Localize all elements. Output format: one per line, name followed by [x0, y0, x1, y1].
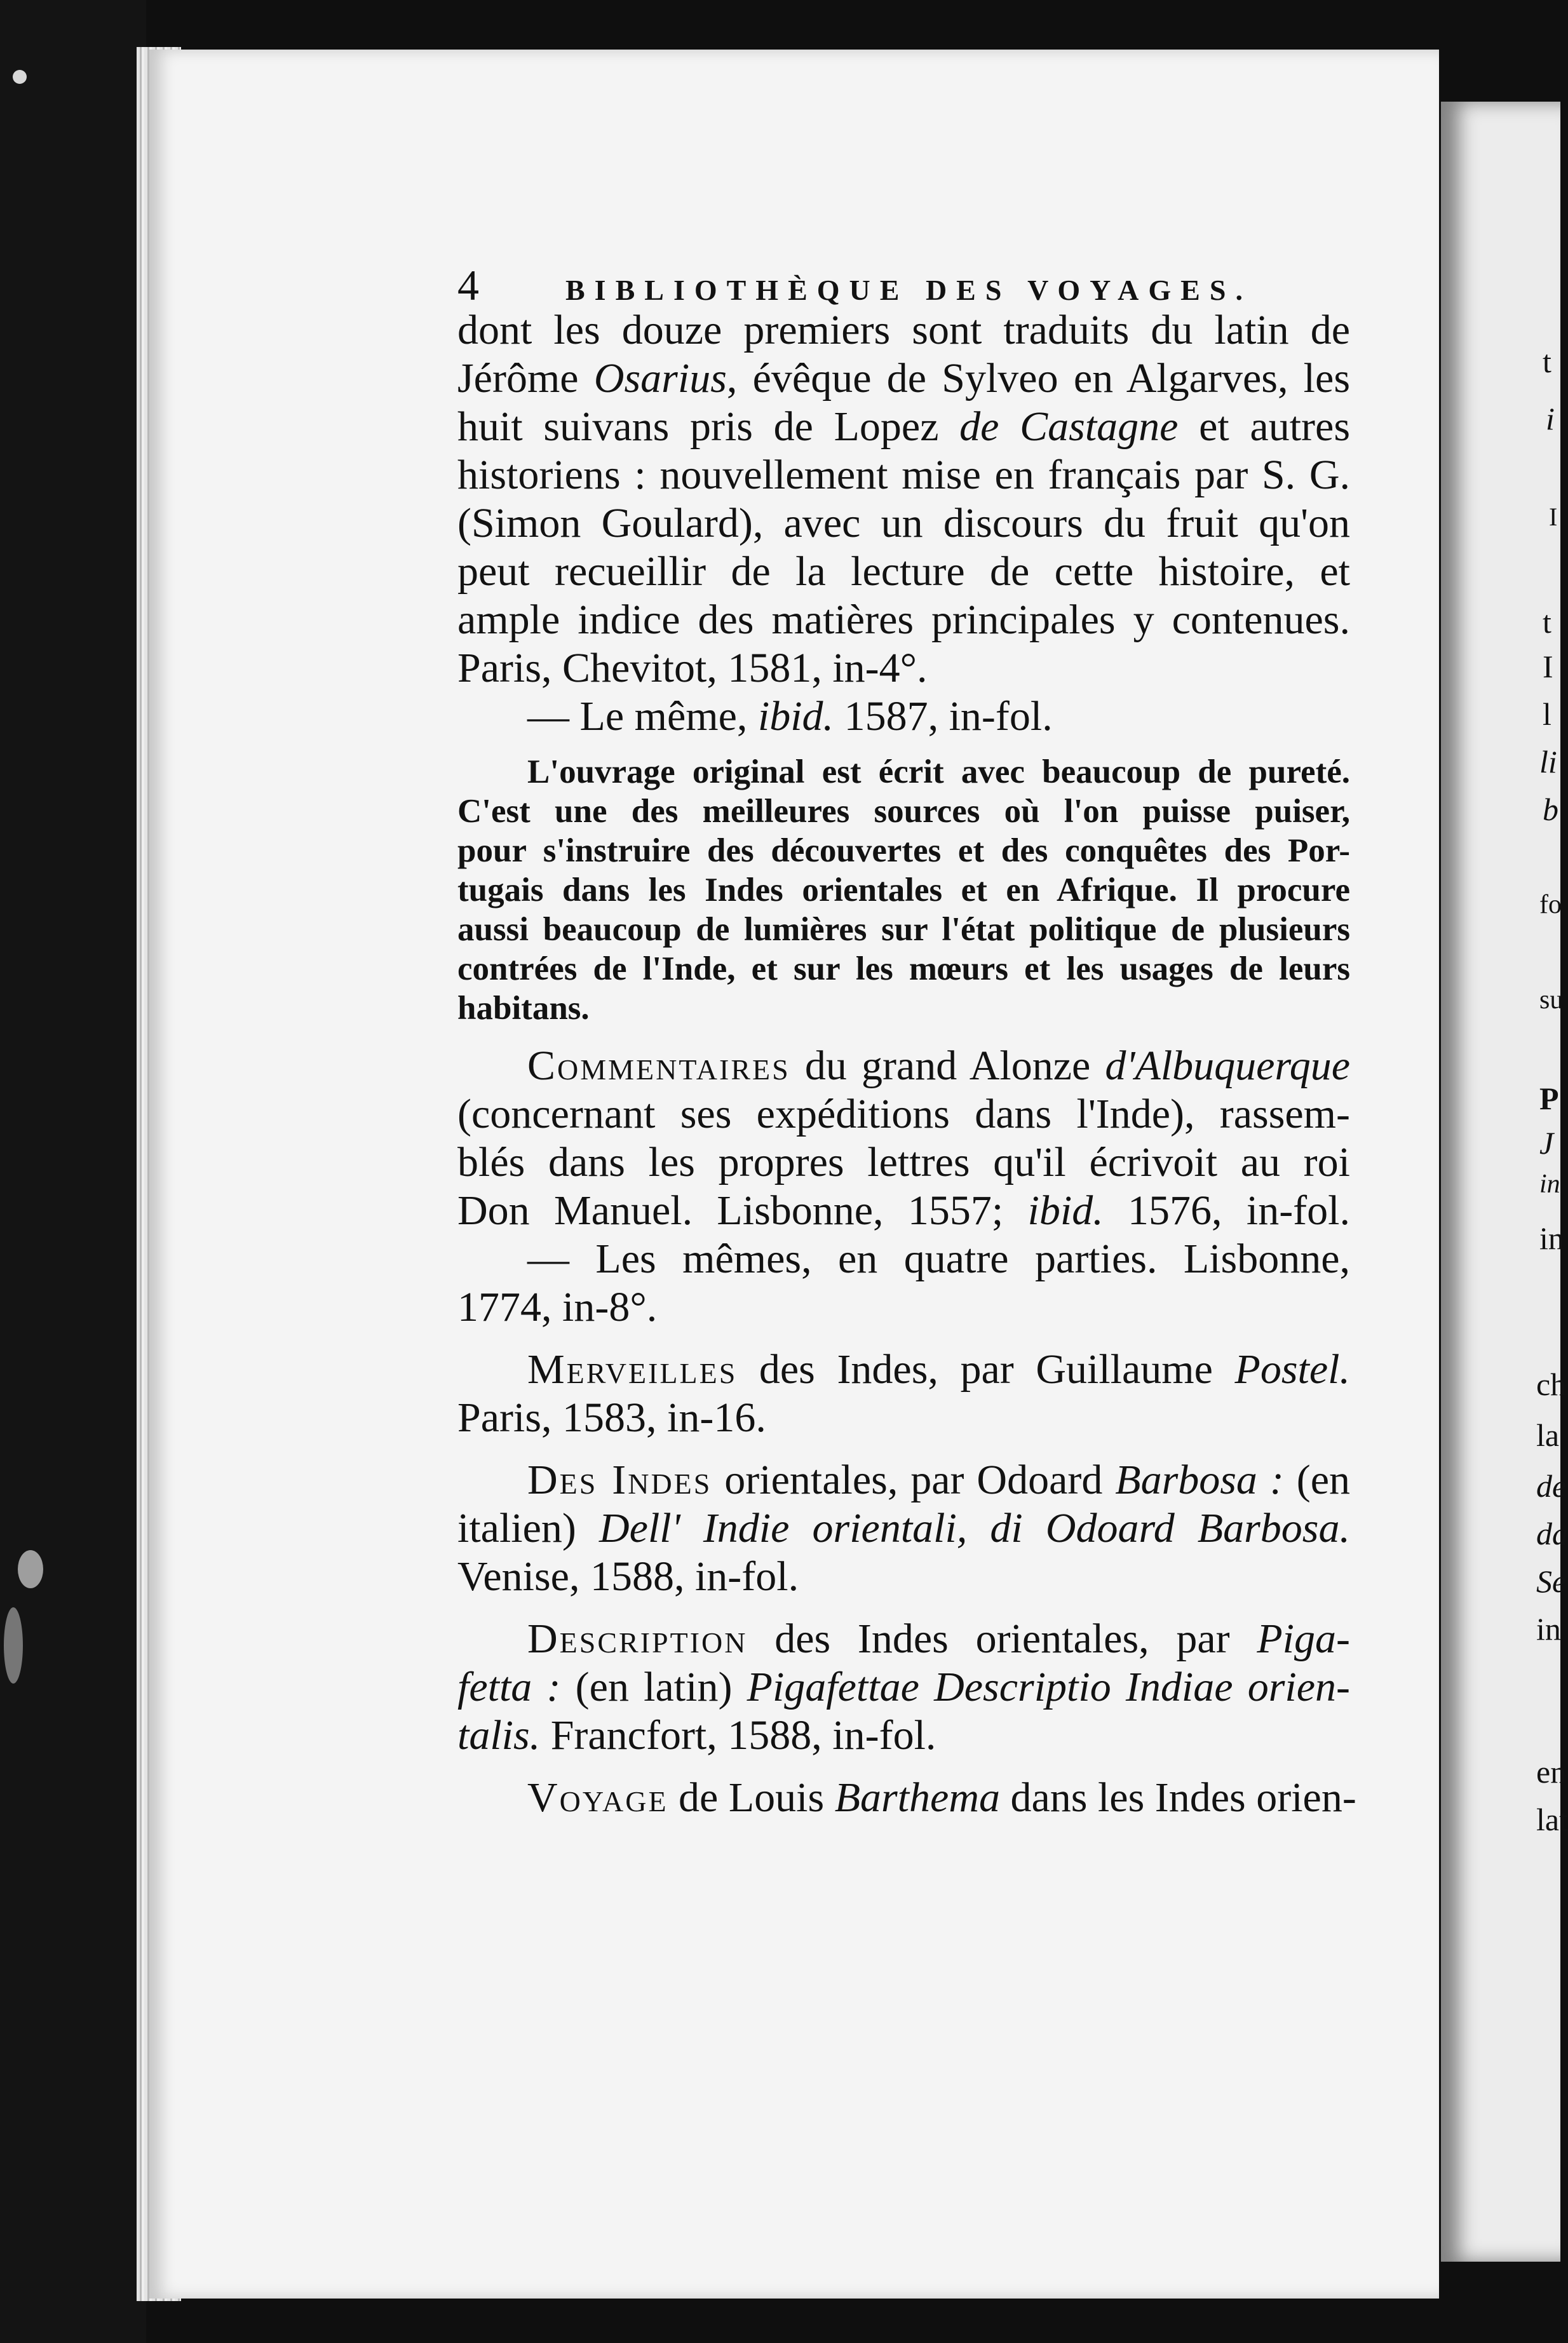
facing-page-fragment: li [1539, 744, 1557, 780]
note-line: habitans. [457, 990, 590, 1027]
facing-page-fragment: t [1543, 344, 1551, 379]
facing-page-fragment: I [1549, 503, 1558, 531]
facing-page-fragment: lat [1536, 1802, 1568, 1837]
text-line: dont les douze premiers sont traduits du latin de [457, 307, 1350, 353]
note-line: pour s'instruire des découvertes et des conquêtes des Por- [457, 832, 1350, 869]
text-line: blés dans les propres lettres qu'il écrivoit au roi [457, 1139, 1350, 1185]
continuation-paragraph [457, 306, 1350, 741]
facing-page [1441, 102, 1568, 2262]
scan-speck [18, 1550, 43, 1588]
text-line: Jérôme Osarius, évêque de Sylveo en Algarves, les [457, 355, 1351, 402]
facing-page-fragment: l [1543, 696, 1551, 732]
facing-page-fragment: su [1539, 985, 1564, 1015]
page-text [457, 260, 1356, 1822]
text-line: fetta : (en latin) Pigafettae Descriptio Indiae orien- [457, 1664, 1350, 1710]
scan-speck [4, 1607, 23, 1684]
text-line: ample indice des matières principales y contenues. [457, 597, 1350, 643]
page-number: 4 [457, 261, 479, 309]
text-line: Paris, Chevitot, 1581, in-4°. [457, 645, 928, 691]
text-line: — Les mêmes, en quatre parties. Lisbonne, [527, 1236, 1350, 1282]
running-head: BIBLIOTHÈQUE DES VOYAGES. [565, 274, 1252, 306]
entry-merveilles [457, 1346, 1350, 1442]
entry-voyage [457, 1774, 1356, 1822]
text-line: — Le même, ibid. 1587, in-fol. [527, 693, 1053, 739]
facing-page-fragment: da [1536, 1516, 1568, 1551]
scan-background-left [0, 0, 146, 2343]
note-line: L'ouvrage original est écrit avec beaucoup de pureté. [527, 753, 1350, 790]
facing-page-fragment: de [1536, 1468, 1567, 1504]
text-line: historiens : nouvellement mise en français par S. G. [457, 452, 1350, 498]
entry-commentaires [457, 1042, 1350, 1332]
facing-page-fragment: i [1546, 401, 1555, 436]
facing-page-fragment: J [1539, 1125, 1554, 1161]
text-line: Paris, 1583, in-16. [457, 1394, 766, 1441]
facing-page-fragment: Se [1536, 1563, 1567, 1599]
commentary-note [457, 752, 1350, 1028]
entry-description [457, 1615, 1350, 1760]
text-line: (concernant ses expéditions dans l'Inde), rassem- [457, 1091, 1350, 1137]
scan-speck [13, 70, 27, 84]
note-line: contrées de l'Inde, et sur les mœurs et les usages de leurs [457, 950, 1350, 987]
text-line: Merveilles des Indes, par Guillaume Postel. [527, 1346, 1350, 1393]
text-line: 1774, in-8°. [457, 1284, 658, 1330]
facing-page-fragment: t [1543, 604, 1551, 640]
note-line: aussi beaucoup de lumières sur l'état politique de plusieurs [457, 911, 1350, 948]
text-line: talis. Francfort, 1588, in-fol. [457, 1712, 936, 1759]
text-line: peut recueillir de la lecture de cette histoire, et [457, 548, 1350, 595]
entry-indes [457, 1456, 1350, 1601]
text-line: Don Manuel. Lisbonne, 1557; ibid. 1576, in-fol. [457, 1187, 1350, 1234]
facing-page-fragment: fo [1539, 890, 1562, 919]
text-line: Voyage de Louis Barthema dans les Indes orien- [527, 1774, 1356, 1821]
note-line: C'est une des meilleures sources où l'on puisse puiser, [457, 793, 1350, 830]
text-line: Venise, 1588, in-fol. [457, 1553, 799, 1600]
text-line: Des Indes orientales, par Odoard Barbosa : (en [527, 1457, 1351, 1503]
facing-page-fragment: in [1536, 1611, 1561, 1647]
facing-page-fragment: b [1543, 792, 1558, 827]
text-line: huit suivans pris de Lopez de Castagne et autres [457, 403, 1351, 450]
page-header [457, 260, 1350, 309]
text-line: italien) Dell' Indie orientali, di Odoard Barbosa. [457, 1505, 1350, 1551]
text-line: Description des Indes orientales, par Piga- [527, 1616, 1350, 1662]
note-line: tugais dans les Indes orientales et en Afrique. Il procure [457, 872, 1350, 908]
facing-page-fragment: I [1543, 649, 1553, 684]
facing-page-fragment: in [1539, 1220, 1564, 1256]
facing-page-fragment: P [1539, 1081, 1559, 1116]
text-line: Commentaires du grand Alonze d'Albuquerque [527, 1043, 1350, 1089]
facing-page-fragment: la [1536, 1417, 1560, 1453]
facing-page-fragment: en [1536, 1754, 1567, 1790]
text-line: (Simon Goulard), avec un discours du fruit qu'on [457, 500, 1350, 546]
facing-page-fragment: in [1539, 1170, 1560, 1199]
facing-page-fragment: ch [1536, 1367, 1567, 1402]
